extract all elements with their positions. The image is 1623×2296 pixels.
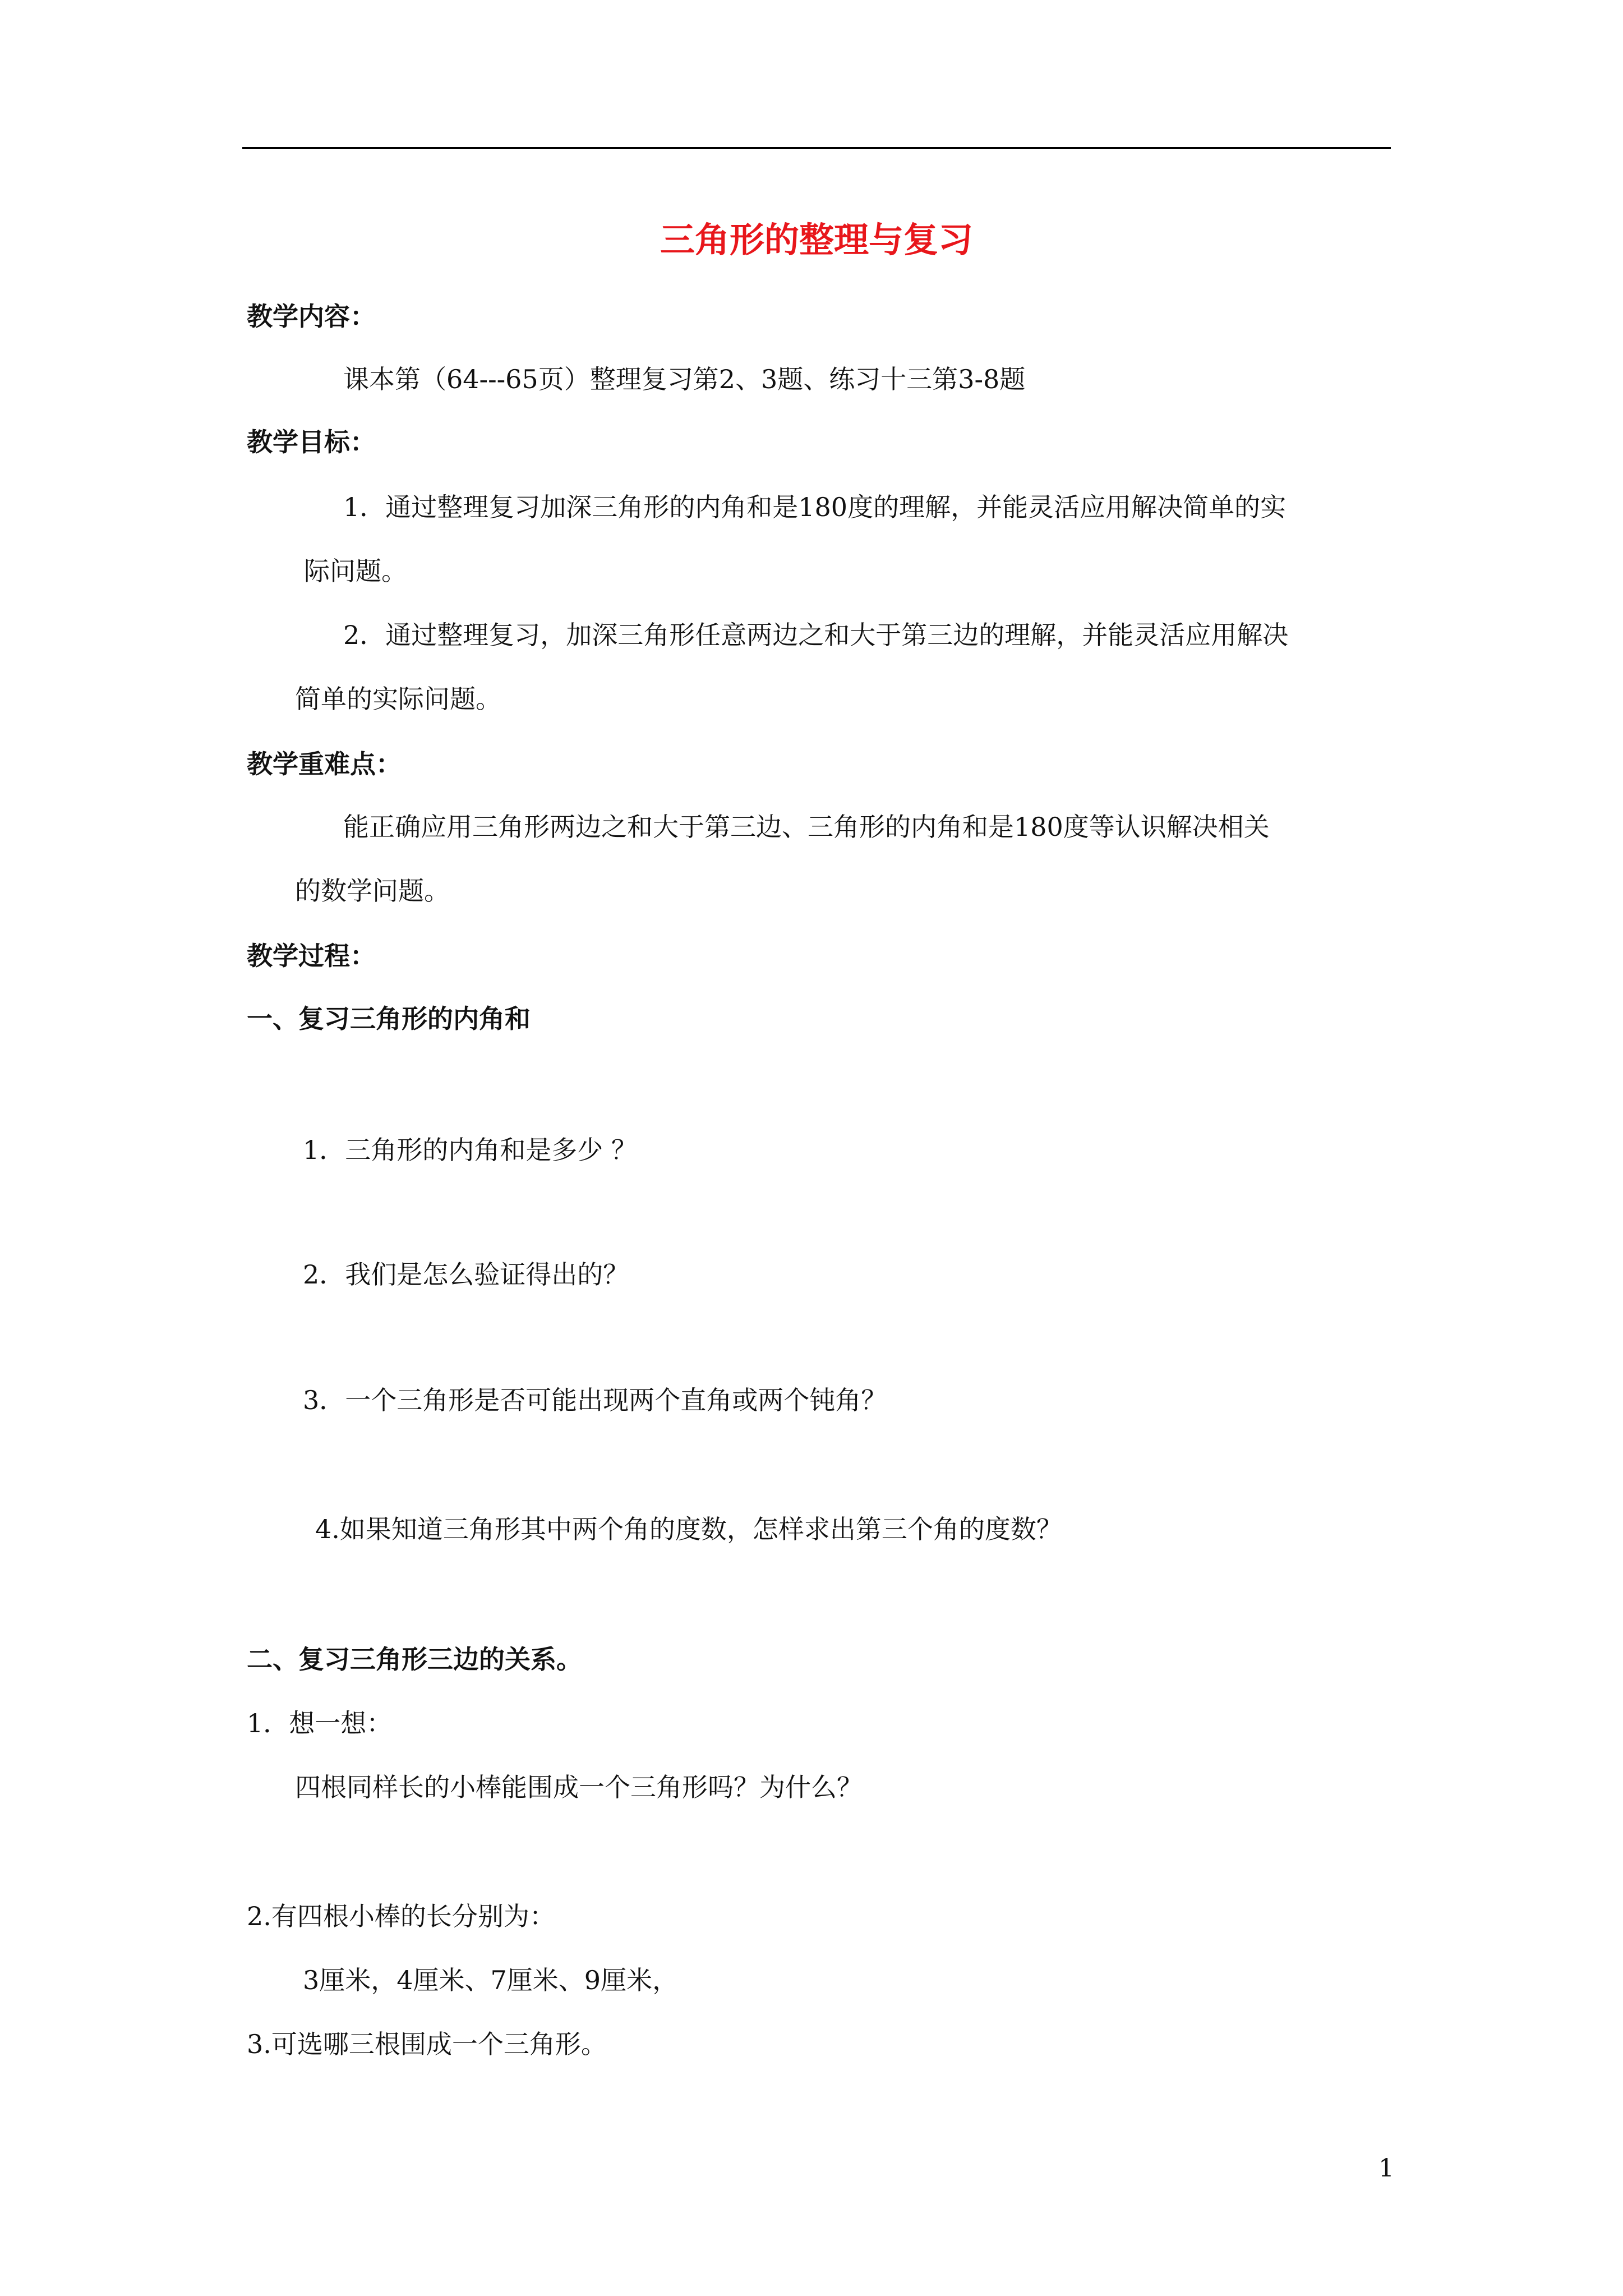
key-points-line-2: 的数学问题。 xyxy=(295,876,450,906)
document-title: 三角形的整理与复习 xyxy=(660,219,973,260)
section-1-question-1: 1．三角形的内角和是多少 ？ xyxy=(303,1135,637,1165)
process-heading: 教学过程： xyxy=(247,941,376,971)
goal-2-line-1: 2．通过整理复习，加深三角形任意两边之和大于第三边的理解，并能灵活应用解决 xyxy=(343,620,1289,650)
section-2-item-2: 2.有四根小棒的长分别为： xyxy=(247,1901,555,1931)
goal-1-line-2: 际问题。 xyxy=(304,556,407,586)
page-number: 1 xyxy=(1378,2154,1394,2183)
content-text: 课本第（64---65页）整理复习第2、3题、练习十三第3-8题 xyxy=(343,364,1026,394)
section-1-heading: 一、复习三角形的内角和 xyxy=(247,1004,531,1034)
goal-1-line-1: 1．通过整理复习加深三角形的内角和是180度的理解，并能灵活应用解决简单的实 xyxy=(343,492,1287,522)
section-1-question-2: 2．我们是怎么验证得出的？ xyxy=(303,1259,629,1290)
key-points-line-1: 能正确应用三角形两边之和大于第三边、三角形的内角和是180度等认识解决相关 xyxy=(343,812,1270,842)
section-2-item-1: 1．想一想： xyxy=(247,1708,393,1738)
section-2-item-2-text: 3厘米，4厘米、7厘米、9厘米， xyxy=(303,1965,679,1995)
section-2-item-3: 3.可选哪三根围成一个三角形。 xyxy=(247,2029,607,2059)
goals-heading: 教学目标： xyxy=(247,427,376,457)
header-rule xyxy=(242,147,1391,149)
goal-2-line-2: 简单的实际问题。 xyxy=(295,684,501,714)
key-points-heading: 教学重难点： xyxy=(247,749,402,779)
content-heading: 教学内容： xyxy=(247,301,376,332)
section-1-question-3: 3．一个三角形是否可能出现两个直角或两个钝角？ xyxy=(303,1385,887,1415)
section-2-heading: 二、复习三角形三边的关系。 xyxy=(247,1644,582,1674)
section-1-question-4: 4.如果知道三角形其中两个角的度数，怎样求出第三个角的度数？ xyxy=(315,1514,1062,1544)
section-2-item-1-text: 四根同样长的小棒能围成一个三角形吗？为什么？ xyxy=(295,1772,863,1802)
